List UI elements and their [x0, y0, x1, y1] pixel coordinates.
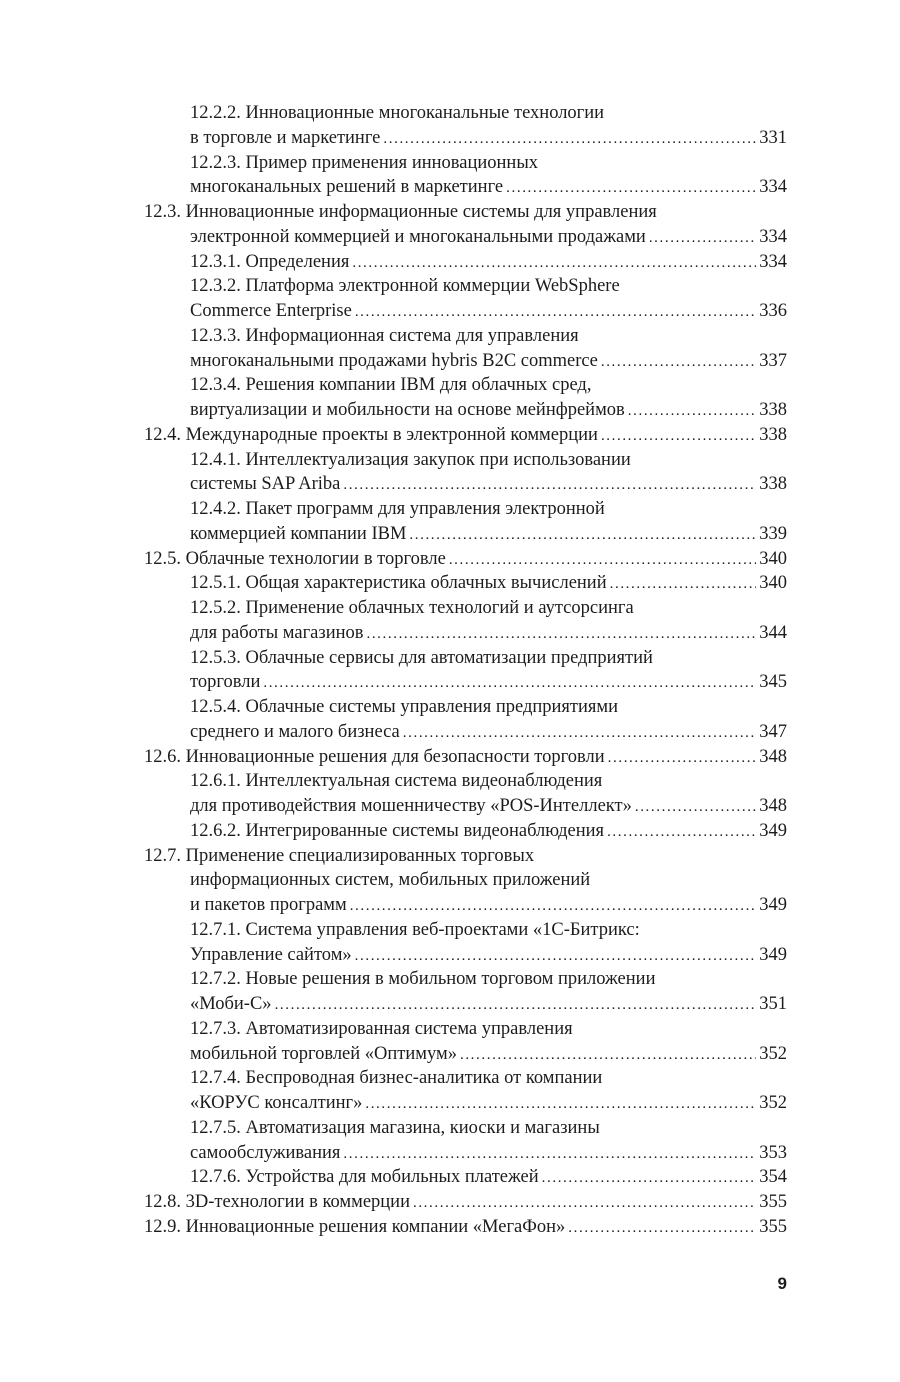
toc-entry-line: [190, 794, 787, 819]
toc-entry-line: 12.2.3. Пример применения инновационных: [190, 152, 539, 173]
toc-entry: [0, 844, 900, 918]
toc-entry-title: 12.8. 3D-технологии в коммерции: [144, 1192, 410, 1212]
toc-entry: [0, 571, 900, 596]
toc-entry: [0, 373, 900, 423]
dot-leader: [409, 523, 756, 548]
toc-entry-title: 12.7.6. Устройства для мобильных платежей: [190, 1167, 539, 1188]
toc-entry-line: 12.7.4. Беспроводная бизнес-аналитика от компании: [190, 1068, 603, 1089]
toc-entry-line: 12.3.4. Решения компании IBM для облачных сред,: [190, 375, 592, 396]
toc-entry-page: 340: [759, 573, 787, 594]
toc-entry-page: 347: [759, 721, 787, 742]
toc-entry-page: 352: [759, 1043, 787, 1064]
toc-entry: [0, 819, 900, 844]
toc-entry-line: информационных систем, мобильных приложений: [190, 870, 591, 891]
toc-entry-title: электронной коммерцией и многоканальными продажами: [190, 226, 646, 247]
toc-entry-page: 334: [759, 226, 787, 247]
dot-leader: [355, 944, 757, 969]
toc-entry-line: 12.4.2. Пакет программ для управления электронной: [190, 499, 605, 519]
toc-entry: [0, 596, 900, 646]
toc-entry-title: среднего и малого бизнеса: [190, 721, 400, 742]
toc-entry: [0, 646, 900, 696]
dot-leader: [263, 671, 756, 696]
toc-entry-line: [144, 423, 787, 448]
dot-leader: [506, 176, 756, 201]
toc-entry: [0, 547, 900, 572]
toc-entry-page: 352: [759, 1093, 787, 1113]
toc-entry-title: коммерцией компании IBM: [190, 523, 407, 544]
toc-entry-line: 12.3. Инновационные информационные системы для управления: [144, 202, 657, 222]
toc-entry: [0, 1165, 900, 1190]
toc-entry: [0, 695, 900, 745]
toc-entry-line: 12.4.1. Интеллектуализация закупок при использовании: [190, 449, 631, 470]
toc-entry-line: [190, 992, 787, 1017]
dot-leader: [350, 894, 757, 919]
toc-entry-title: 12.9. Инновационные решения компании «МегаФон»: [144, 1216, 566, 1237]
toc-entry-page: 349: [759, 820, 787, 841]
table-of-contents: [0, 101, 900, 1240]
toc-entry-title: 12.5. Облачные технологии в торговле: [144, 548, 446, 569]
dot-leader: [413, 1191, 756, 1216]
dot-leader: [628, 399, 756, 424]
toc-entry-line: [190, 1165, 787, 1190]
toc-entry-line: [190, 472, 787, 497]
dot-leader: [343, 1142, 756, 1167]
toc-entry-page: 338: [759, 400, 787, 420]
toc-entry-page: 340: [759, 548, 787, 569]
toc-entry-page: 348: [759, 796, 787, 816]
toc-entry-line: [190, 349, 787, 374]
toc-entry-line: [190, 522, 787, 547]
toc-entry-title: «КОРУС консалтинг»: [190, 1093, 363, 1113]
toc-entry-line: 12.5.4. Облачные системы управления предприятиями: [190, 697, 619, 717]
toc-entry-title: для противодействия мошенничеству «POS-Интеллект»: [190, 796, 632, 816]
toc-entry-line: [144, 745, 787, 770]
toc-entry-title: в торговле и маркетинге: [190, 127, 381, 148]
dot-leader: [275, 993, 757, 1018]
toc-entry-title: 12.4. Международные проекты в электронной коммерции: [144, 424, 598, 445]
toc-entry-line: [144, 225, 787, 250]
dot-leader: [403, 721, 756, 746]
toc-entry-title: для работы магазинов: [190, 622, 364, 643]
toc-entry-line: 12.5.3. Облачные сервисы для автоматизации предприятий: [190, 647, 653, 668]
dot-leader: [635, 795, 756, 820]
toc-entry-page: 334: [759, 177, 787, 198]
dot-leader: [542, 1166, 757, 1191]
toc-entry-line: 12.7.3. Автоматизированная система управления: [190, 1018, 573, 1039]
toc-entry-line: [190, 126, 787, 151]
dot-leader: [610, 572, 757, 597]
toc-entry-line: [190, 398, 787, 423]
toc-entry-page: 339: [759, 523, 787, 544]
toc-entry: [0, 1017, 900, 1067]
toc-entry: [0, 101, 900, 151]
toc-entry: [0, 1066, 900, 1116]
toc-entry: [0, 200, 900, 250]
toc-entry-title: торговли: [190, 672, 261, 693]
toc-entry-page: 348: [759, 746, 787, 767]
toc-entry-line: [144, 1190, 787, 1215]
dot-leader: [608, 746, 757, 771]
dot-leader: [343, 473, 756, 498]
toc-entry-title: самообслуживания: [190, 1142, 341, 1163]
toc-entry: [0, 423, 900, 448]
toc-entry-line: [190, 720, 787, 745]
toc-entry: [0, 745, 900, 770]
dot-leader: [460, 1043, 756, 1068]
toc-entry-title: системы SAP Ariba: [190, 474, 341, 495]
toc-entry: [0, 1215, 900, 1240]
toc-entry-line: [144, 547, 787, 572]
toc-entry-line: [190, 1091, 787, 1116]
toc-entry: [0, 769, 900, 819]
toc-entry-page: 338: [759, 474, 787, 495]
toc-entry-page: 338: [759, 424, 787, 445]
dot-leader: [601, 350, 756, 375]
dot-leader: [355, 300, 756, 325]
toc-entry-line: [190, 250, 787, 275]
toc-entry: [0, 918, 900, 968]
page-number: 9: [777, 1274, 787, 1293]
toc-entry-title: многоканальными продажами hybris B2C commerce: [190, 350, 598, 371]
toc-entry-line: [190, 571, 787, 596]
toc-entry-line: 12.7.5. Автоматизация магазина, киоски и магазины: [190, 1117, 600, 1138]
toc-entry-line: [190, 299, 787, 324]
toc-entry: [0, 250, 900, 275]
dot-leader: [383, 127, 756, 152]
toc-entry-title: мобильной торговлей «Оптимум»: [190, 1043, 457, 1064]
toc-entry: [0, 448, 900, 498]
toc-entry-line: [144, 893, 787, 918]
toc-entry-title: Управление сайтом»: [190, 944, 352, 965]
toc-entry: [0, 151, 900, 201]
toc-entry: [0, 967, 900, 1017]
toc-entry-title: многоканальных решений в маркетинге: [190, 177, 504, 198]
toc-entry: [0, 274, 900, 324]
toc-entry-page: 353: [759, 1142, 787, 1163]
dot-leader: [649, 226, 756, 251]
toc-entry-line: 12.3.2. Платформа электронной коммерции WebSphere: [190, 276, 620, 297]
toc-entry-line: [190, 670, 787, 695]
toc-entry-line: 12.2.2. Инновационные многоканальные технологии: [190, 103, 605, 123]
dot-leader: [568, 1216, 756, 1241]
toc-entry: [0, 497, 900, 547]
toc-entry-page: 355: [759, 1216, 787, 1237]
toc-entry-line: [190, 175, 787, 200]
toc-entry-page: 355: [759, 1192, 787, 1212]
toc-entry-title: и пакетов программ: [190, 895, 347, 915]
dot-leader: [607, 820, 756, 845]
toc-entry: [0, 1190, 900, 1215]
toc-entry-title: 12.5.1. Общая характеристика облачных вычислений: [190, 573, 607, 594]
toc-entry-title: 12.6. Инновационные решения для безопасности торговли: [144, 746, 605, 767]
toc-entry-line: 12.7. Применение специализированных торговых: [144, 845, 535, 866]
toc-entry-page: 344: [759, 622, 787, 643]
toc-entry-page: 331: [759, 127, 787, 148]
toc-entry-title: 12.6.2. Интегрированные системы видеонаблюдения: [190, 820, 605, 841]
toc-entry-page: 334: [759, 251, 787, 272]
toc-entry-title: виртуализации и мобильности на основе мейнфреймов: [190, 400, 625, 420]
toc-entry-line: 12.7.2. Новые решения в мобильном торговом приложении: [190, 969, 656, 990]
toc-entry-page: 351: [759, 994, 787, 1014]
toc-entry-page: 336: [759, 301, 787, 321]
toc-entry-line: [144, 1215, 787, 1240]
dot-leader: [366, 622, 756, 647]
toc-entry-line: [190, 1042, 787, 1067]
toc-entry-page: 349: [759, 944, 787, 965]
dot-leader: [365, 1092, 756, 1117]
toc-entry-line: 12.6.1. Интеллектуальная система видеонаблюдения: [190, 771, 603, 792]
toc-entry-line: [190, 621, 787, 646]
dot-leader: [449, 548, 756, 573]
toc-entry: [0, 1116, 900, 1166]
toc-entry-line: [190, 1141, 787, 1166]
toc-entry-page: 349: [759, 895, 787, 915]
dot-leader: [352, 251, 756, 276]
toc-entry-line: 12.7.1. Система управления веб-проектами «1С-Битрикс:: [190, 919, 640, 940]
toc-entry-line: [190, 819, 787, 844]
toc-entry-title: «Моби-С»: [190, 994, 272, 1014]
toc-entry-line: 12.5.2. Применение облачных технологий и аутсорсинга: [190, 598, 634, 618]
toc-entry-title: Commerce Enterprise: [190, 301, 352, 321]
dot-leader: [601, 424, 756, 449]
toc-entry-page: 345: [759, 672, 787, 693]
toc-entry-line: [190, 943, 787, 968]
toc-entry: [0, 324, 900, 374]
toc-entry-page: 354: [759, 1167, 787, 1188]
toc-entry-line: 12.3.3. Информационная система для управления: [190, 325, 579, 346]
toc-entry-page: 337: [759, 350, 787, 371]
toc-entry-title: 12.3.1. Определения: [190, 251, 350, 272]
